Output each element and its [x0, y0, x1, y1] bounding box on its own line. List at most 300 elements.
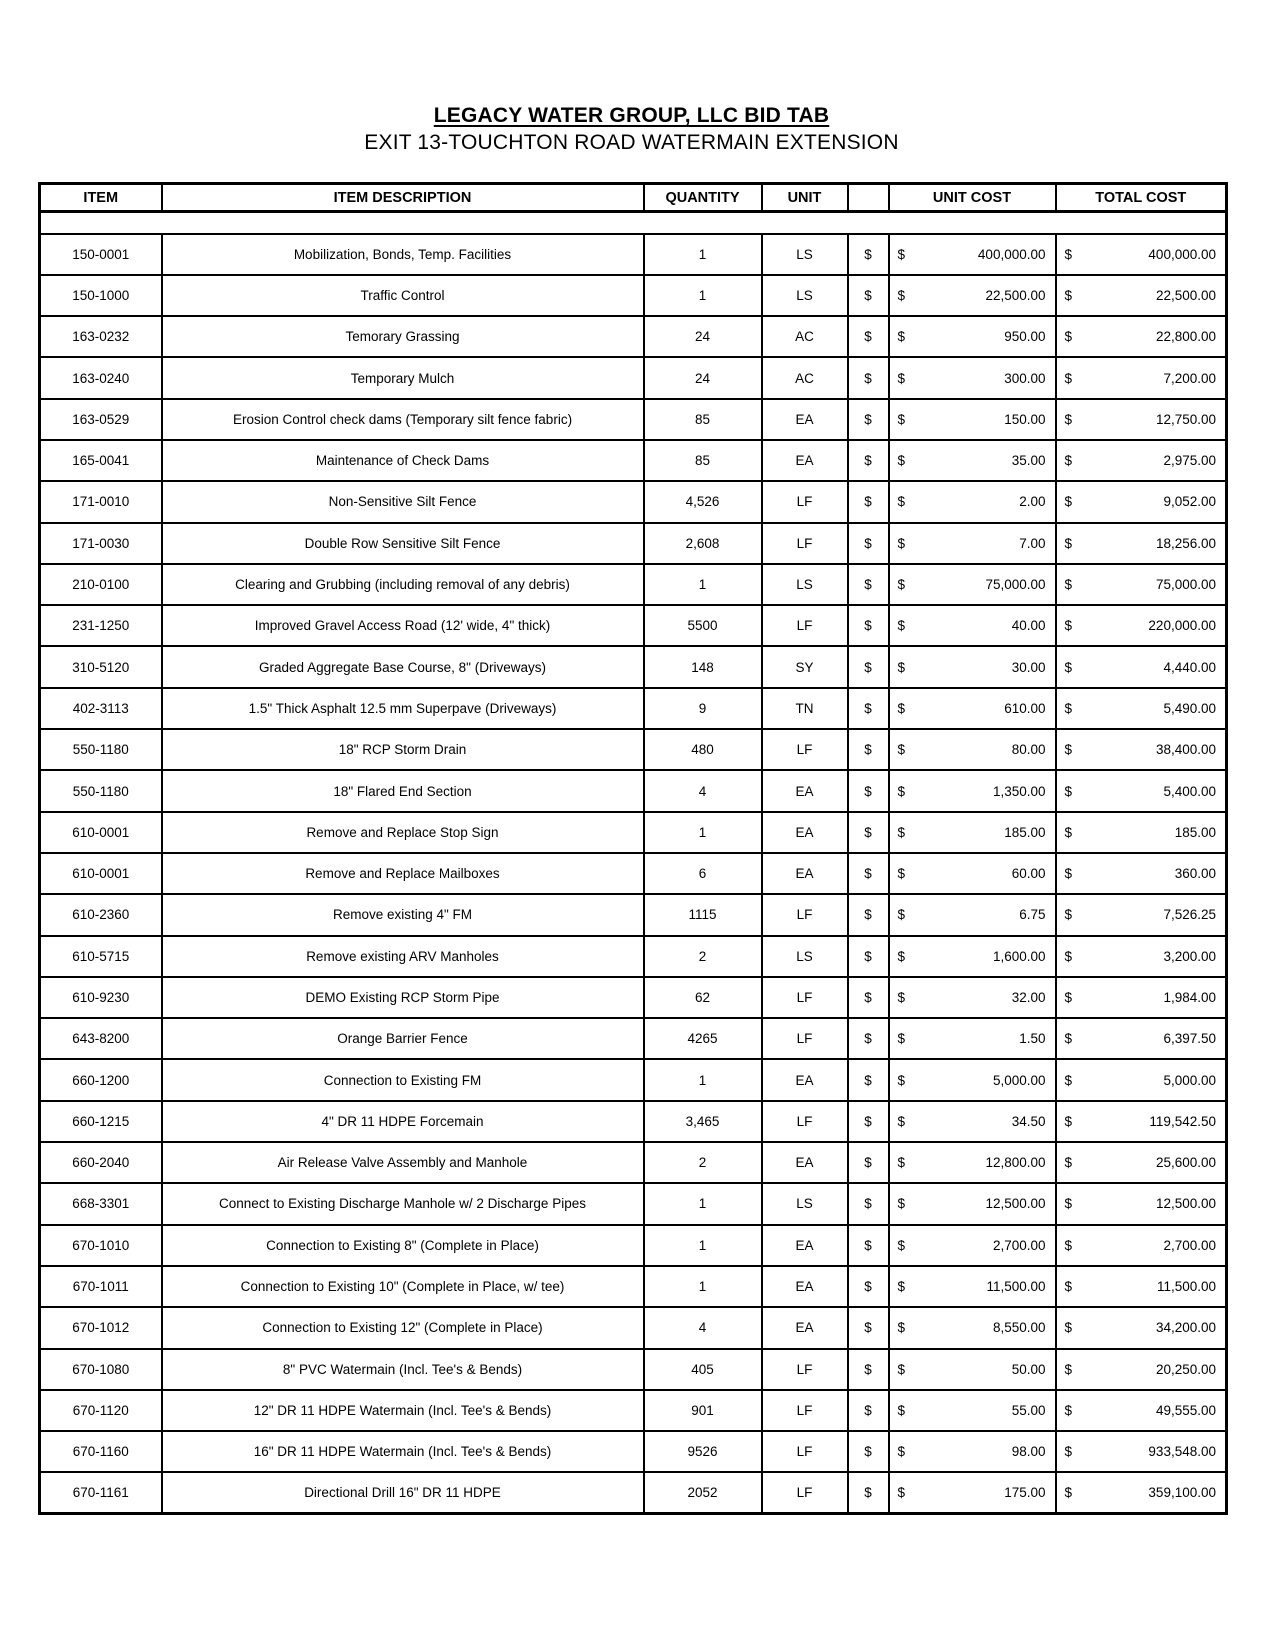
money-cell-content [890, 907, 1055, 922]
amount-value: 185.00 [1004, 824, 1046, 840]
header-item: ITEM [40, 184, 162, 212]
unit-cell: EA [762, 770, 848, 811]
item-description-cell: Connection to Existing FM [162, 1059, 644, 1100]
money-cell-content [1057, 1196, 1226, 1211]
item-code-cell: 310-5120 [40, 646, 162, 687]
amount-value: 75,000.00 [1155, 577, 1216, 593]
dollar-sign: $ [897, 411, 906, 427]
table-row [40, 1225, 1227, 1266]
amount-value: 5,490.00 [1163, 700, 1216, 716]
amount-value: 22,500.00 [1155, 287, 1216, 303]
currency-cell: $ [848, 977, 889, 1018]
table-row [40, 399, 1227, 440]
item-description-cell: Air Release Valve Assembly and Manhole [162, 1142, 644, 1183]
amount-value: 220,000.00 [1148, 618, 1216, 634]
header-row [40, 184, 1227, 212]
item-code-cell: 670-1011 [40, 1266, 162, 1307]
dollar-sign: $ [897, 783, 906, 799]
table-row [40, 1142, 1227, 1183]
amount-value: 49,555.00 [1155, 1402, 1216, 1418]
item-description-cell: Remove and Replace Mailboxes [162, 853, 644, 894]
currency-cell: $ [848, 770, 889, 811]
amount-value: 5,000.00 [1163, 1072, 1216, 1088]
amount-value: 32.00 [1011, 989, 1046, 1005]
unit-cell: LF [762, 1101, 848, 1142]
money-cell-content [1057, 1073, 1226, 1088]
unit-cost-cell [889, 316, 1056, 357]
money-cell-content [890, 1196, 1055, 1211]
money-cell-content [890, 990, 1055, 1005]
amount-value: 7,526.25 [1163, 907, 1216, 923]
quantity-cell: 1 [644, 1266, 762, 1307]
dollar-sign: $ [1064, 494, 1073, 510]
item-code-cell: 670-1010 [40, 1225, 162, 1266]
dollar-sign: $ [1064, 618, 1073, 634]
item-description-cell: Temorary Grassing [162, 316, 644, 357]
quantity-cell: 5500 [644, 605, 762, 646]
table-row [40, 812, 1227, 853]
money-cell-content [1057, 1155, 1226, 1170]
quantity-cell: 1 [644, 1059, 762, 1100]
item-code-cell: 610-5715 [40, 936, 162, 977]
unit-cell: TN [762, 688, 848, 729]
total-cost-cell [1056, 894, 1227, 935]
table-row [40, 481, 1227, 522]
amount-value: 2.00 [1019, 494, 1046, 510]
dollar-sign: $ [897, 1279, 906, 1295]
table-row [40, 1059, 1227, 1100]
dollar-sign: $ [897, 866, 906, 882]
money-cell-content [1057, 907, 1226, 922]
unit-cost-cell [889, 1431, 1056, 1472]
amount-value: 98.00 [1011, 1444, 1046, 1460]
quantity-cell: 1 [644, 1225, 762, 1266]
unit-cell: LF [762, 977, 848, 1018]
quantity-cell: 4 [644, 1307, 762, 1348]
quantity-cell: 2,608 [644, 523, 762, 564]
doc-title: LEGACY WATER GROUP, LLC BID TAB [433, 104, 830, 127]
unit-cell: LF [762, 729, 848, 770]
money-cell-content [1057, 1114, 1226, 1129]
amount-value: 175.00 [1004, 1485, 1046, 1501]
table-row [40, 440, 1227, 481]
amount-value: 12,500.00 [985, 1196, 1046, 1212]
unit-cost-cell [889, 729, 1056, 770]
doc-subtitle: EXIT 13-TOUCHTON ROAD WATERMAIN EXTENSION [364, 131, 899, 154]
amount-value: 11,500.00 [1156, 1279, 1216, 1295]
money-cell-content [1057, 1362, 1226, 1377]
unit-cost-cell [889, 688, 1056, 729]
money-cell-content [890, 329, 1055, 344]
dollar-sign: $ [1064, 370, 1073, 386]
amount-value: 35.00 [1011, 453, 1046, 469]
amount-value: 359,100.00 [1148, 1485, 1216, 1501]
table-row [40, 853, 1227, 894]
unit-cell: LF [762, 1349, 848, 1390]
total-cost-cell [1056, 688, 1227, 729]
quantity-cell: 1 [644, 1183, 762, 1224]
amount-value: 55.00 [1011, 1402, 1046, 1418]
dollar-sign: $ [897, 948, 906, 964]
table-row [40, 729, 1227, 770]
unit-cost-cell [889, 481, 1056, 522]
currency-cell: $ [848, 1225, 889, 1266]
currency-cell: $ [848, 1307, 889, 1348]
table-row [40, 523, 1227, 564]
money-cell-content [1057, 453, 1226, 468]
item-description-cell: 18" RCP Storm Drain [162, 729, 644, 770]
dollar-sign: $ [1064, 1237, 1073, 1253]
dollar-sign: $ [897, 824, 906, 840]
money-cell-content [890, 1155, 1055, 1170]
amount-value: 5,400.00 [1163, 783, 1216, 799]
money-cell-content [890, 247, 1055, 262]
money-cell-content [1057, 1238, 1226, 1253]
amount-value: 2,700.00 [992, 1237, 1046, 1253]
money-cell-content [890, 1238, 1055, 1253]
item-description-cell: Double Row Sensitive Silt Fence [162, 523, 644, 564]
money-cell-content [1057, 1403, 1226, 1418]
amount-value: 30.00 [1011, 659, 1046, 675]
title-block [38, 102, 1225, 157]
total-cost-cell [1056, 275, 1227, 316]
amount-value: 7,200.00 [1163, 370, 1216, 386]
quantity-cell: 1 [644, 275, 762, 316]
amount-value: 38,400.00 [1155, 742, 1216, 758]
amount-value: 185.00 [1174, 824, 1216, 840]
item-description-cell: Directional Drill 16" DR 11 HDPE [162, 1472, 644, 1513]
amount-value: 1,600.00 [992, 948, 1046, 964]
table-row [40, 1183, 1227, 1224]
money-cell-content [1057, 1031, 1226, 1046]
currency-cell: $ [848, 646, 889, 687]
table-row [40, 1018, 1227, 1059]
unit-cell: LS [762, 936, 848, 977]
table-row [40, 1431, 1227, 1472]
money-cell-content [890, 577, 1055, 592]
item-description-cell: Connect to Existing Discharge Manhole w/ 2 Discharge Pipes [162, 1183, 644, 1224]
total-cost-cell [1056, 1225, 1227, 1266]
item-code-cell: 171-0010 [40, 481, 162, 522]
unit-cost-cell [889, 646, 1056, 687]
dollar-sign: $ [897, 1485, 906, 1501]
amount-value: 2,975.00 [1163, 453, 1216, 469]
currency-cell: $ [848, 1472, 889, 1513]
total-cost-cell [1056, 729, 1227, 770]
unit-cell: LF [762, 481, 848, 522]
amount-value: 60.00 [1011, 866, 1046, 882]
currency-cell: $ [848, 1059, 889, 1100]
item-description-cell: Remove existing 4" FM [162, 894, 644, 935]
dollar-sign: $ [897, 453, 906, 469]
total-cost-cell [1056, 523, 1227, 564]
dollar-sign: $ [1064, 1155, 1073, 1171]
amount-value: 150.00 [1004, 411, 1046, 427]
money-cell-content [1057, 329, 1226, 344]
quantity-cell: 24 [644, 316, 762, 357]
dollar-sign: $ [897, 907, 906, 923]
total-cost-cell [1056, 399, 1227, 440]
amount-value: 119,542.50 [1149, 1113, 1216, 1129]
amount-value: 80.00 [1011, 742, 1046, 758]
total-cost-cell [1056, 1390, 1227, 1431]
item-code-cell: 231-1250 [40, 605, 162, 646]
money-cell-content [1057, 577, 1226, 592]
unit-cost-cell [889, 1225, 1056, 1266]
item-description-cell: DEMO Existing RCP Storm Pipe [162, 977, 644, 1018]
amount-value: 11,500.00 [986, 1279, 1046, 1295]
unit-cell: LF [762, 1018, 848, 1059]
quantity-cell: 3,465 [644, 1101, 762, 1142]
total-cost-cell [1056, 1349, 1227, 1390]
dollar-sign: $ [897, 329, 906, 345]
money-cell-content [1057, 949, 1226, 964]
amount-value: 300.00 [1004, 370, 1046, 386]
total-cost-cell [1056, 1018, 1227, 1059]
table-body [40, 234, 1227, 1514]
amount-value: 933,548.00 [1148, 1444, 1216, 1460]
item-description-cell: Mobilization, Bonds, Temp. Facilities [162, 234, 644, 275]
unit-cost-cell [889, 399, 1056, 440]
unit-cost-cell [889, 1101, 1056, 1142]
item-code-cell: 643-8200 [40, 1018, 162, 1059]
item-code-cell: 668-3301 [40, 1183, 162, 1224]
item-code-cell: 610-9230 [40, 977, 162, 1018]
unit-cell: EA [762, 1266, 848, 1307]
dollar-sign: $ [1064, 1485, 1073, 1501]
table-row [40, 646, 1227, 687]
item-code-cell: 610-2360 [40, 894, 162, 935]
dollar-sign: $ [897, 1444, 906, 1460]
money-cell-content [1057, 784, 1226, 799]
item-description-cell: Non-Sensitive Silt Fence [162, 481, 644, 522]
amount-value: 20,250.00 [1155, 1361, 1216, 1377]
money-cell-content [890, 371, 1055, 386]
unit-cell: LF [762, 523, 848, 564]
quantity-cell: 480 [644, 729, 762, 770]
currency-cell: $ [848, 523, 889, 564]
dollar-sign: $ [897, 1031, 906, 1047]
item-code-cell: 210-0100 [40, 564, 162, 605]
item-description-cell: 12" DR 11 HDPE Watermain (Incl. Tee's & Bends) [162, 1390, 644, 1431]
item-code-cell: 150-0001 [40, 234, 162, 275]
total-cost-cell [1056, 1266, 1227, 1307]
unit-cell: AC [762, 357, 848, 398]
currency-cell: $ [848, 812, 889, 853]
unit-cost-cell [889, 1472, 1056, 1513]
total-cost-cell [1056, 234, 1227, 275]
dollar-sign: $ [897, 1113, 906, 1129]
item-code-cell: 163-0232 [40, 316, 162, 357]
money-cell-content [1057, 1485, 1226, 1500]
total-cost-cell [1056, 812, 1227, 853]
dollar-sign: $ [897, 989, 906, 1005]
dollar-sign: $ [897, 1320, 906, 1336]
unit-cost-cell [889, 440, 1056, 481]
amount-value: 400,000.00 [977, 246, 1046, 262]
item-description-cell: 4" DR 11 HDPE Forcemain [162, 1101, 644, 1142]
item-description-cell: Orange Barrier Fence [162, 1018, 644, 1059]
amount-value: 22,500.00 [985, 287, 1046, 303]
currency-cell: $ [848, 1183, 889, 1224]
dollar-sign: $ [1064, 700, 1073, 716]
money-cell-content [1057, 990, 1226, 1005]
unit-cost-cell [889, 977, 1056, 1018]
currency-cell: $ [848, 316, 889, 357]
dollar-sign: $ [897, 659, 906, 675]
item-code-cell: 670-1012 [40, 1307, 162, 1348]
item-code-cell: 610-0001 [40, 812, 162, 853]
item-code-cell: 150-1000 [40, 275, 162, 316]
dollar-sign: $ [897, 742, 906, 758]
dollar-sign: $ [1064, 577, 1073, 593]
amount-value: 34,200.00 [1155, 1320, 1216, 1336]
unit-cell: EA [762, 399, 848, 440]
dollar-sign: $ [897, 494, 906, 510]
total-cost-cell [1056, 1101, 1227, 1142]
money-cell-content [1057, 1320, 1226, 1335]
money-cell-content [890, 618, 1055, 633]
item-description-cell: Improved Gravel Access Road (12' wide, 4" thick) [162, 605, 644, 646]
amount-value: 9,052.00 [1163, 494, 1216, 510]
unit-cost-cell [889, 1266, 1056, 1307]
dollar-sign: $ [1064, 783, 1073, 799]
bid-table [38, 182, 1228, 1515]
total-cost-cell [1056, 316, 1227, 357]
item-description-cell: Connection to Existing 12" (Complete in Place) [162, 1307, 644, 1348]
money-cell-content [1057, 825, 1226, 840]
dollar-sign: $ [1064, 1031, 1073, 1047]
quantity-cell: 4,526 [644, 481, 762, 522]
total-cost-cell [1056, 1059, 1227, 1100]
money-cell-content [890, 1362, 1055, 1377]
item-code-cell: 171-0030 [40, 523, 162, 564]
amount-value: 950.00 [1004, 329, 1046, 345]
total-cost-cell [1056, 357, 1227, 398]
item-description-cell: Traffic Control [162, 275, 644, 316]
header-unit: UNIT [762, 184, 848, 212]
dollar-sign: $ [897, 1196, 906, 1212]
currency-cell: $ [848, 936, 889, 977]
amount-value: 1,350.00 [992, 783, 1046, 799]
money-cell-content [890, 1444, 1055, 1459]
unit-cost-cell [889, 812, 1056, 853]
dollar-sign: $ [1064, 1196, 1073, 1212]
money-cell-content [890, 288, 1055, 303]
currency-cell: $ [848, 564, 889, 605]
currency-cell: $ [848, 1431, 889, 1472]
money-cell-content [890, 660, 1055, 675]
item-code-cell: 670-1161 [40, 1472, 162, 1513]
quantity-cell: 2052 [644, 1472, 762, 1513]
amount-value: 6.75 [1019, 907, 1046, 923]
dollar-sign: $ [1064, 1361, 1073, 1377]
dollar-sign: $ [1064, 948, 1073, 964]
quantity-cell: 2 [644, 936, 762, 977]
unit-cell: LF [762, 1472, 848, 1513]
spacer-row [40, 212, 1227, 234]
dollar-sign: $ [1064, 535, 1073, 551]
total-cost-cell [1056, 1183, 1227, 1224]
unit-cell: LS [762, 564, 848, 605]
unit-cost-cell [889, 523, 1056, 564]
table-row [40, 1472, 1227, 1513]
money-cell-content [890, 949, 1055, 964]
money-cell-content [890, 412, 1055, 427]
money-cell-content [890, 742, 1055, 757]
total-cost-cell [1056, 440, 1227, 481]
dollar-sign: $ [1064, 824, 1073, 840]
item-code-cell: 660-1200 [40, 1059, 162, 1100]
money-cell-content [890, 1279, 1055, 1294]
currency-cell: $ [848, 605, 889, 646]
quantity-cell: 62 [644, 977, 762, 1018]
dollar-sign: $ [897, 1237, 906, 1253]
quantity-cell: 1 [644, 812, 762, 853]
currency-cell: $ [848, 234, 889, 275]
dollar-sign: $ [897, 246, 906, 262]
unit-cost-cell [889, 1307, 1056, 1348]
quantity-cell: 85 [644, 440, 762, 481]
item-description-cell: 1.5" Thick Asphalt 12.5 mm Superpave (Driveways) [162, 688, 644, 729]
money-cell-content [1057, 536, 1226, 551]
item-code-cell: 163-0240 [40, 357, 162, 398]
dollar-sign: $ [897, 618, 906, 634]
table-row [40, 234, 1227, 275]
unit-cell: EA [762, 1142, 848, 1183]
unit-cell: LS [762, 275, 848, 316]
currency-cell: $ [848, 1101, 889, 1142]
quantity-cell: 405 [644, 1349, 762, 1390]
currency-cell: $ [848, 1142, 889, 1183]
money-cell-content [890, 866, 1055, 881]
table-row [40, 1349, 1227, 1390]
item-description-cell: Graded Aggregate Base Course, 8" (Driveways) [162, 646, 644, 687]
table-row [40, 770, 1227, 811]
dollar-sign: $ [1064, 246, 1073, 262]
dollar-sign: $ [897, 577, 906, 593]
amount-value: 12,500.00 [1155, 1196, 1216, 1212]
dollar-sign: $ [897, 700, 906, 716]
dollar-sign: $ [1064, 453, 1073, 469]
money-cell-content [890, 1031, 1055, 1046]
item-description-cell: Erosion Control check dams (Temporary silt fence fabric) [162, 399, 644, 440]
table-row [40, 936, 1227, 977]
quantity-cell: 4 [644, 770, 762, 811]
unit-cell: LS [762, 1183, 848, 1224]
currency-cell: $ [848, 729, 889, 770]
unit-cost-cell [889, 1059, 1056, 1100]
currency-cell: $ [848, 399, 889, 440]
dollar-sign: $ [1064, 742, 1073, 758]
item-code-cell: 610-0001 [40, 853, 162, 894]
money-cell-content [1057, 660, 1226, 675]
money-cell-content [1057, 494, 1226, 509]
money-cell-content [890, 536, 1055, 551]
amount-value: 4,440.00 [1163, 659, 1216, 675]
money-cell-content [1057, 288, 1226, 303]
dollar-sign: $ [1064, 329, 1073, 345]
dollar-sign: $ [897, 370, 906, 386]
item-code-cell: 402-3113 [40, 688, 162, 729]
unit-cell: EA [762, 1059, 848, 1100]
amount-value: 610.00 [1004, 700, 1046, 716]
amount-value: 40.00 [1011, 618, 1046, 634]
unit-cell: EA [762, 853, 848, 894]
money-cell-content [890, 1114, 1055, 1129]
amount-value: 1,984.00 [1163, 989, 1216, 1005]
money-cell-content [1057, 371, 1226, 386]
